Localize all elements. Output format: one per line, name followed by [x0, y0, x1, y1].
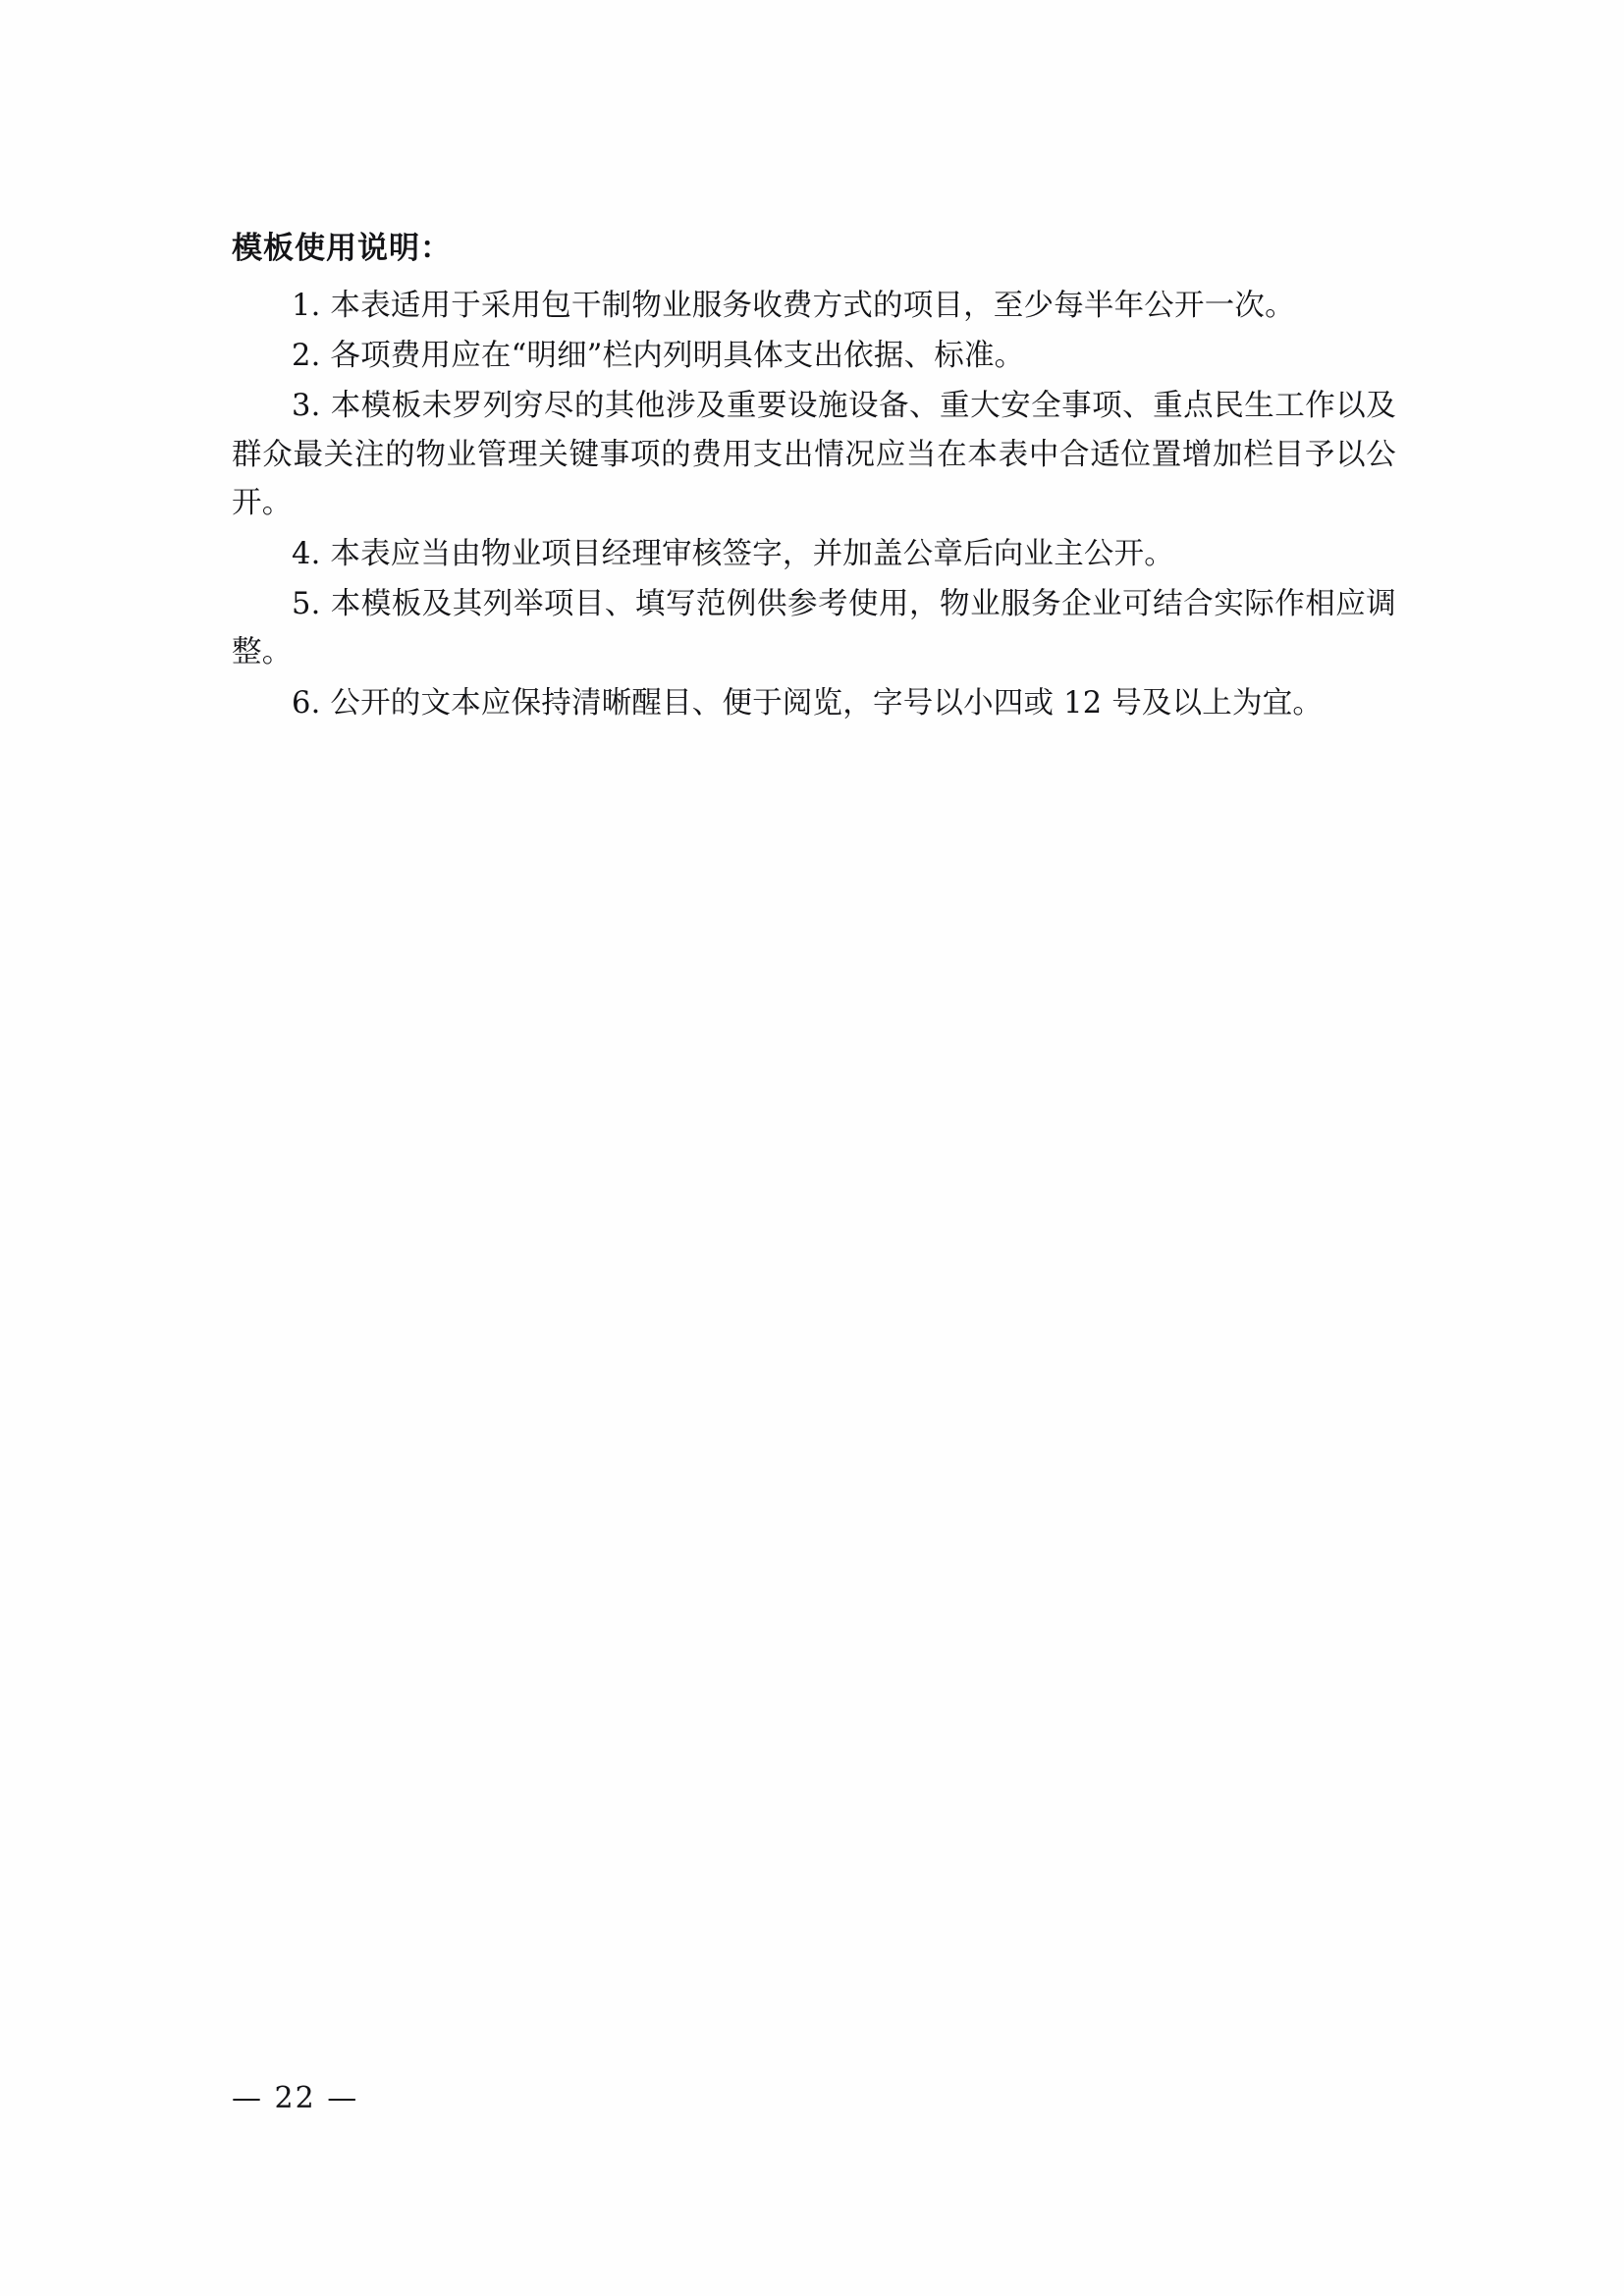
page-footer: [232, 2081, 1396, 2115]
instruction-item-1: 1. 本表适用于采用包干制物业服务收费方式的项目，至少每半年公开一次。: [292, 288, 1295, 323]
page-number: — 22 —: [232, 2081, 359, 2115]
page-title: 模板使用说明：: [232, 231, 452, 266]
instruction-item-6: 6. 公开的文本应保持清晰醒目、便于阅览，字号以小四或 12 号及以上为宜。: [292, 685, 1324, 721]
document-body: [232, 226, 1396, 729]
instruction-item-2: 2. 各项费用应在“明细”栏内列明具体支出依据、标准。: [292, 338, 1025, 373]
instruction-item-5: 5. 本模板及其列举项目、填写范例供参考使用，物业服务企业可结合实际作相应调整。: [232, 586, 1396, 670]
instruction-item-3: 3. 本模板未罗列穷尽的其他涉及重要设施设备、重大安全事项、重点民生工作以及群众最关注的物业管理关键事项的费用支出情况应当在本表中合适位置增加栏目予以公开。: [232, 389, 1396, 521]
instruction-item-4: 4. 本表应当由物业项目经理审核签字，并加盖公章后向业主公开。: [292, 536, 1174, 571]
